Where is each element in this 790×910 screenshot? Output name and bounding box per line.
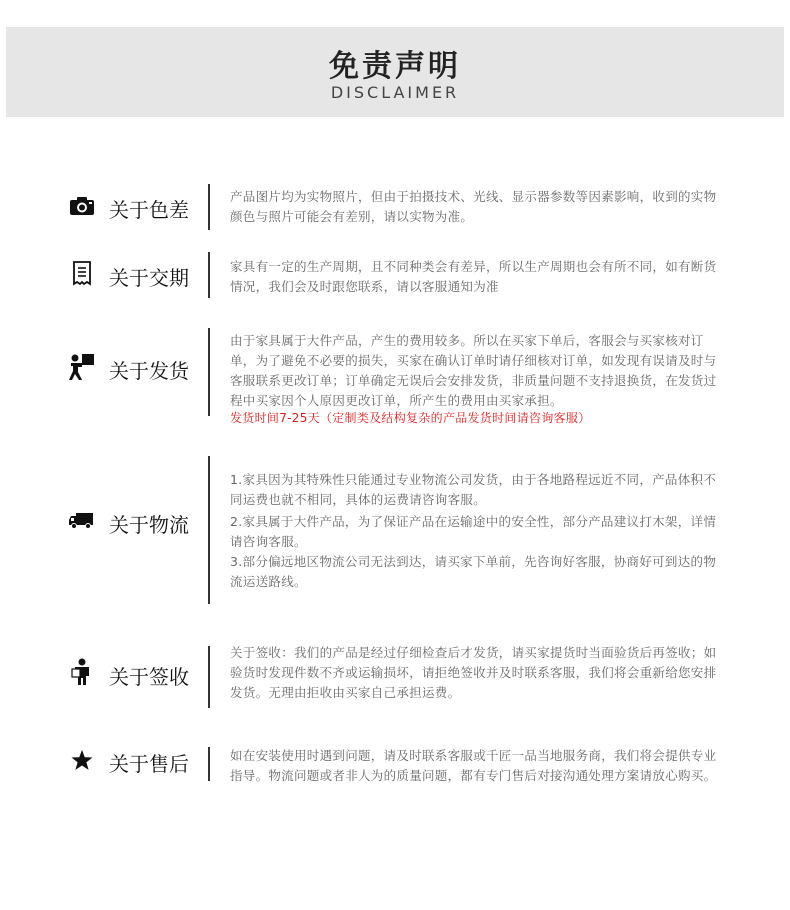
truck-icon (68, 506, 96, 534)
section-receipt-signing (0, 640, 790, 710)
delivery-person-icon (68, 353, 96, 381)
section-body (230, 746, 722, 786)
section-delivery-period (0, 252, 790, 302)
paragraph: 如在安装使用时遇到问题，请及时联系客服或千匠一品当地服务商，我们将会提供专业指导。物流问题或者非人为的质量问题，都有专门售后对接沟通处理方案请放心购买。 (230, 748, 717, 783)
section-divider (208, 328, 210, 416)
section-shipping (0, 325, 790, 435)
section-label: 关于色差 (109, 198, 189, 222)
section-body (230, 187, 722, 227)
paragraph: 由于家具属于大件产品，产生的费用较多。所以在买家下单后，客服会与买家核对订单，为了避免不必要的损失，买家在确认订单时请仔细核对订单，如发现有误请及时与客服联系更改订单；订单确定无误后会安排发货，非质量问题不支持退换货，在发货过程中买家因个人原因更改订单，所产生的费用由买家承担。 (230, 333, 717, 408)
section-label: 关于交期 (109, 266, 189, 290)
section-divider (208, 252, 210, 298)
paragraph: 2.家具属于大件产品，为了保证产品在运输途中的安全性，部分产品建议打木架，详情请咨询客服。 (230, 514, 717, 549)
section-body (230, 331, 722, 425)
page-subtitle: DISCLAIMER (330, 83, 460, 102)
section-label: 关于物流 (109, 513, 189, 537)
paragraph: 3.部分偏远地区物流公司无法到达，请买家下单前，先咨询好客服，协商好可到达的物流运送路线。 (230, 554, 717, 589)
section-divider (208, 184, 210, 230)
section-body (230, 643, 722, 703)
section-body (230, 257, 722, 297)
shipping-time-notice: 发货时间7-25天（定制类及结构复杂的产品发货时间请咨询客服） (230, 411, 591, 425)
paragraph: 家具有一定的生产周期，且不同种类会有差异，所以生产周期也会有所不同，如有断货情况，我们会及时跟您联系，请以客服通知为准 (230, 259, 717, 294)
page-title: 免责声明 (329, 49, 461, 84)
section-body (230, 470, 722, 592)
section-divider (208, 456, 210, 604)
section-logistics (0, 460, 790, 610)
section-color-difference (0, 182, 790, 232)
star-icon (68, 746, 96, 774)
section-divider (208, 646, 210, 708)
paragraph: 1.家具因为其特殊性只能通过专业物流公司发货，由于各地路程远近不同，产品体积不同运费也就不相同，具体的运费请咨询客服。 (230, 472, 717, 507)
section-label: 关于发货 (109, 359, 189, 383)
camera-icon (68, 192, 96, 220)
section-after-sales (0, 742, 790, 812)
receipt-icon (68, 259, 96, 287)
section-divider (208, 747, 210, 781)
paragraph: 产品图片均为实物照片，但由于拍摄技术、光线、显示器参数等因素影响，收到的实物颜色与照片可能会有差别，请以实物为准。 (230, 189, 717, 224)
section-label: 关于签收 (109, 665, 189, 689)
section-label: 关于售后 (109, 752, 189, 776)
person-signing-icon (68, 658, 96, 686)
paragraph: 关于签收：我们的产品是经过仔细检查后才发货，请买家提货时当面验货后再签收；如验货时发现件数不齐或运输损坏，请拒绝签收并及时联系客服，我们将会重新给您安排发货。无理由拒收由买家自己承担运费。 (230, 645, 717, 700)
header-banner (6, 27, 784, 117)
